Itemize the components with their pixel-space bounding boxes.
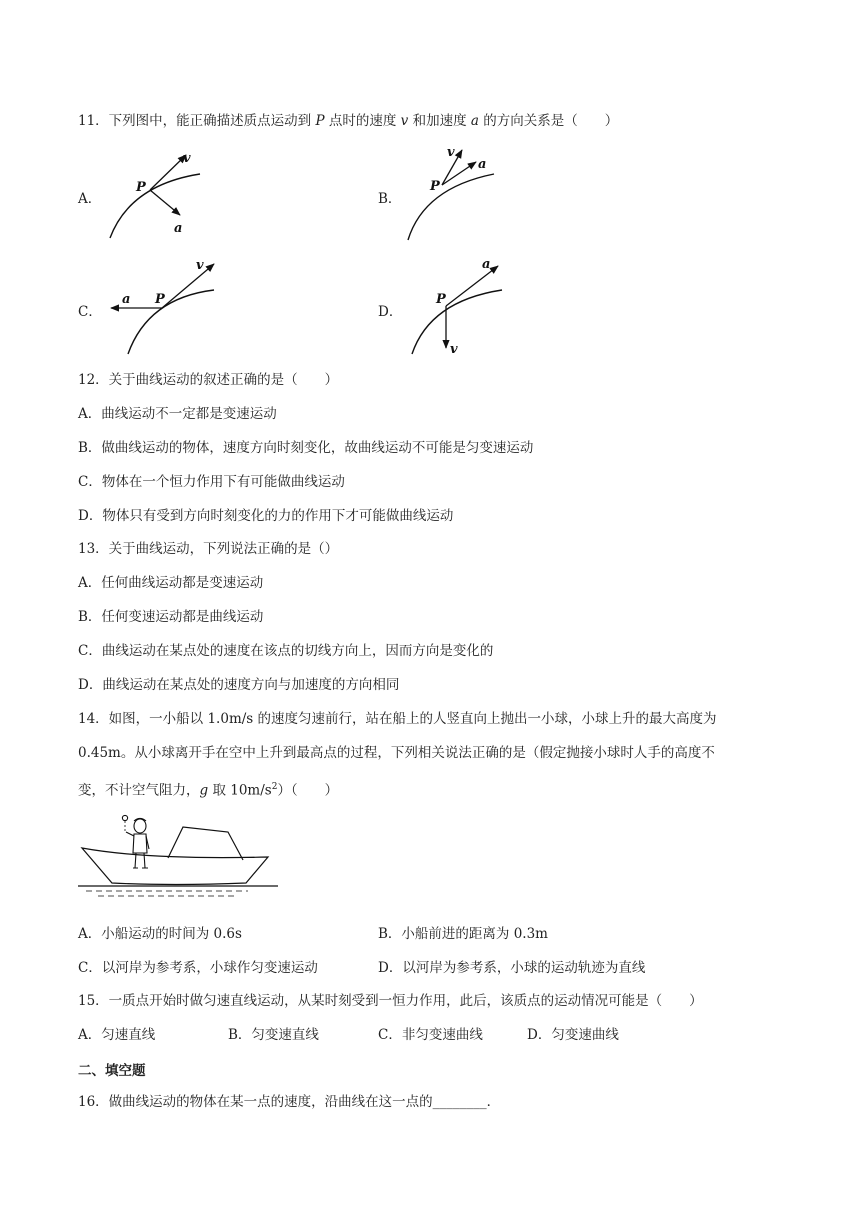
fig-a-v-label: v bbox=[183, 151, 191, 166]
q15-option-d[interactable]: D．匀变速曲线 bbox=[527, 1027, 619, 1043]
q14-option-a[interactable]: A．小船运动的时间为 0.6s bbox=[78, 926, 242, 942]
figure-b bbox=[400, 140, 520, 245]
q11-option-a[interactable]: A． bbox=[78, 191, 102, 207]
q13-option-b[interactable]: B．任何变速运动都是曲线运动 bbox=[78, 609, 264, 625]
q15-stem: 15．一质点开始时做匀速直线运动，从某时刻受到一恒力作用，此后，该质点的运动情况可能是（ ） bbox=[78, 993, 703, 1009]
fig-d-v-label: v bbox=[450, 342, 458, 357]
figure-c bbox=[108, 256, 228, 360]
person-icon bbox=[126, 819, 149, 869]
ball-icon bbox=[122, 815, 127, 820]
fig-d-a-label: a bbox=[482, 257, 491, 272]
fig-b-p-label: P bbox=[430, 179, 440, 194]
section-heading: 二、填空题 bbox=[78, 1063, 146, 1079]
q11-stem: 11．下列图中，能正确描述质点运动到 P 点时的速度 v 和加速度 a 的方向关系是（ ） bbox=[78, 113, 619, 129]
q14-option-b[interactable]: B．小船前进的距离为 0.3m bbox=[378, 926, 548, 942]
q12-option-b[interactable]: B．做曲线运动的物体，速度方向时刻变化，故曲线运动不可能是匀变速运动 bbox=[78, 440, 534, 456]
q16-stem: 16．做曲线运动的物体在某一点的速度，沿曲线在这一点的________． bbox=[78, 1094, 501, 1110]
q11-option-b[interactable]: B． bbox=[378, 191, 402, 207]
q12-stem: 12．关于曲线运动的叙述正确的是（ ） bbox=[78, 372, 339, 388]
q14-option-d[interactable]: D．以河岸为参考系，小球的运动轨迹为直线 bbox=[378, 960, 646, 976]
q12-option-a[interactable]: A．曲线运动不一定都是变速运动 bbox=[78, 406, 277, 422]
q14-stem-line1: 14．如图，一小船以 1.0m/s 的速度匀速前行，站在船上的人竖直向上抛出一小球，小球上升的最大高度为 bbox=[78, 711, 717, 727]
q13-option-a[interactable]: A．任何曲线运动都是变速运动 bbox=[78, 575, 264, 591]
figure-a bbox=[100, 140, 220, 245]
fig-c-p-label: P bbox=[155, 292, 165, 307]
fig-c-a-label: a bbox=[122, 292, 131, 307]
q12-option-c[interactable]: C．物体在一个恒力作用下有可能做曲线运动 bbox=[78, 474, 345, 490]
q14-stem-line3: 变，不计空气阻力，g 取 $10m/s^2$）（ ） bbox=[78, 782, 339, 799]
fig-b-v-label: v bbox=[447, 145, 455, 160]
q14-stem-line2: 0.45m。从小球离开手在空中上升到最高点的过程，下列相关说法正确的是（假定抛接小球时人手的高度不 bbox=[78, 745, 715, 761]
figure-d bbox=[408, 256, 528, 360]
q13-option-c[interactable]: C．曲线运动在某点处的速度在该点的切线方向上，因而方向是变化的 bbox=[78, 643, 494, 659]
q15-option-b[interactable]: B．匀变速直线 bbox=[228, 1027, 319, 1043]
fig-c-v-label: v bbox=[196, 258, 204, 273]
q15-option-c[interactable]: C．非匀变速曲线 bbox=[378, 1027, 483, 1043]
fig-d-p-label: P bbox=[436, 292, 446, 307]
fig-a-p-label: P bbox=[136, 180, 146, 195]
fig-b-a-label: a bbox=[478, 157, 487, 172]
q12-option-d[interactable]: D．物体只有受到方向时刻变化的力的作用下才可能做曲线运动 bbox=[78, 508, 454, 524]
q13-stem: 13．关于曲线运动，下列说法正确的是（） bbox=[78, 541, 339, 557]
q13-option-d[interactable]: D．曲线运动在某点处的速度方向与加速度的方向相同 bbox=[78, 677, 400, 693]
q11-option-c[interactable]: C． bbox=[78, 304, 102, 320]
fig-a-a-label: a bbox=[174, 221, 183, 236]
q15-option-a[interactable]: A．匀速直线 bbox=[78, 1027, 156, 1043]
q14-option-c[interactable]: C．以河岸为参考系，小球作匀变速运动 bbox=[78, 960, 318, 976]
boat-figure bbox=[78, 810, 283, 910]
q11-option-d[interactable]: D． bbox=[378, 304, 403, 320]
